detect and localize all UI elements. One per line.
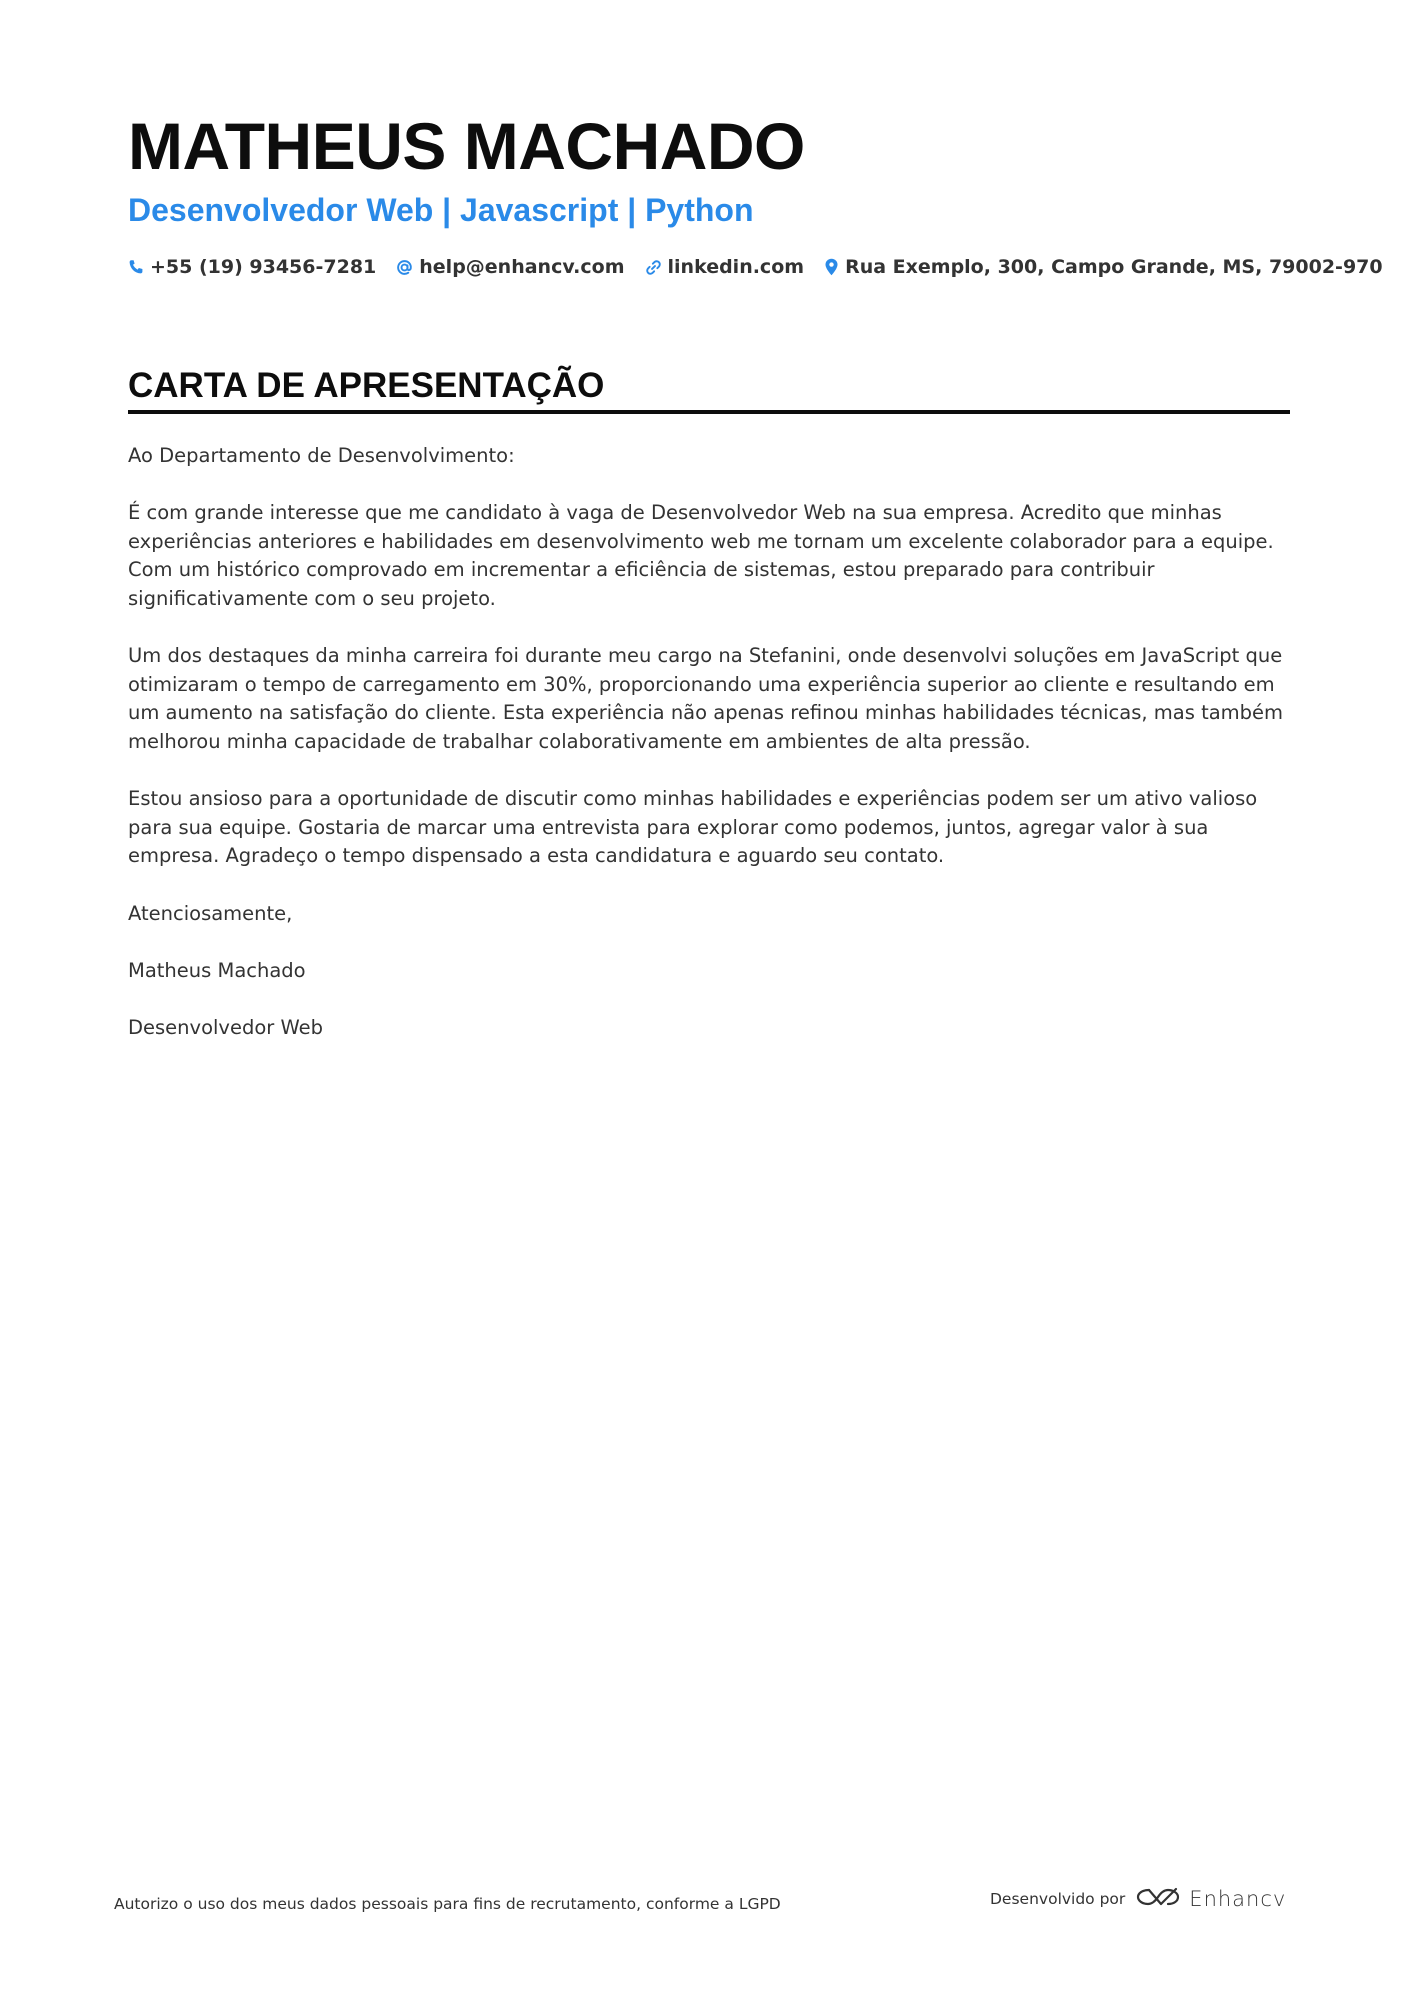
candidate-headline: Desenvolvedor Web | Javascript | Python [128,192,754,228]
built-by-credit[interactable] [990,1885,1286,1913]
letter-body [128,442,1296,1071]
contact-link[interactable] [645,254,805,280]
contact-phone [128,254,376,280]
address-text: Rua Exemplo, 300, Campo Grande, MS, 79002-970 [845,256,1383,278]
letter-closing: Atenciosamente, [128,901,293,925]
signature-title: Desenvolvedor Web [128,1015,323,1039]
contact-email[interactable] [396,254,624,280]
brand-name: Enhancv [1189,1887,1287,1911]
built-by-label: Desenvolvido por [990,1890,1126,1908]
enhancv-logo[interactable] [1135,1885,1286,1913]
consent-notice: Autorizo o uso dos meus dados pessoais para fins de recrutamento, conforme a LGPD [114,1895,781,1913]
link-icon [645,259,662,276]
section-title: CARTA DE APRESENTAÇÃO [128,366,605,405]
linkedin-link[interactable]: linkedin.com [667,256,805,278]
contact-bar [128,254,1383,280]
location-pin-icon [824,258,839,276]
at-icon [396,259,413,276]
contact-address [824,254,1383,280]
letter-paragraph: Estou ansioso para a oportunidade de discutir como minhas habilidades e experiências podem ser um ativo valioso para sua equipe. Gostaria de marcar uma entrevista para explorar como podemos, juntos, agregar valor à sua empresa. Agradeço o tempo dispensado a esta candidatura e aguardo seu contato. [128,787,1258,868]
enhancv-logo-icon [1135,1885,1181,1913]
candidate-name: MATHEUS MACHADO [128,109,805,183]
section-divider [128,410,1290,414]
phone-icon [128,259,144,275]
letter-greeting: Ao Departamento de Desenvolvimento: [128,444,515,467]
signature-name: Matheus Machado [128,958,306,982]
email-address[interactable]: help@enhancv.com [419,256,625,278]
letter-paragraph: Um dos destaques da minha carreira foi durante meu cargo na Stefanini, onde desenvolvi soluções em JavaScript que otimizaram o tempo de carregamento em 30%, proporcionando uma experiência superior ao cliente e resultando em um aumento na satisfação do cliente. Esta experiência não apenas refinou minhas habilidades técnicas, mas também melhorou minha capacidade de trabalhar colaborativamente em ambientes de alta pressão. [128,644,1284,753]
phone-number: +55 (19) 93456-7281 [150,256,377,278]
letter-paragraph: É com grande interesse que me candidato à vaga de Desenvolvedor Web na sua empresa. Acredito que minhas experiências anteriores e habilidades em desenvolvimento web me tornam um excelente colaborador para a equipe. Com um histórico comprovado em incrementar a eficiência de sistemas, estou preparado para contribuir significativamente com o seu projeto. [128,501,1274,610]
